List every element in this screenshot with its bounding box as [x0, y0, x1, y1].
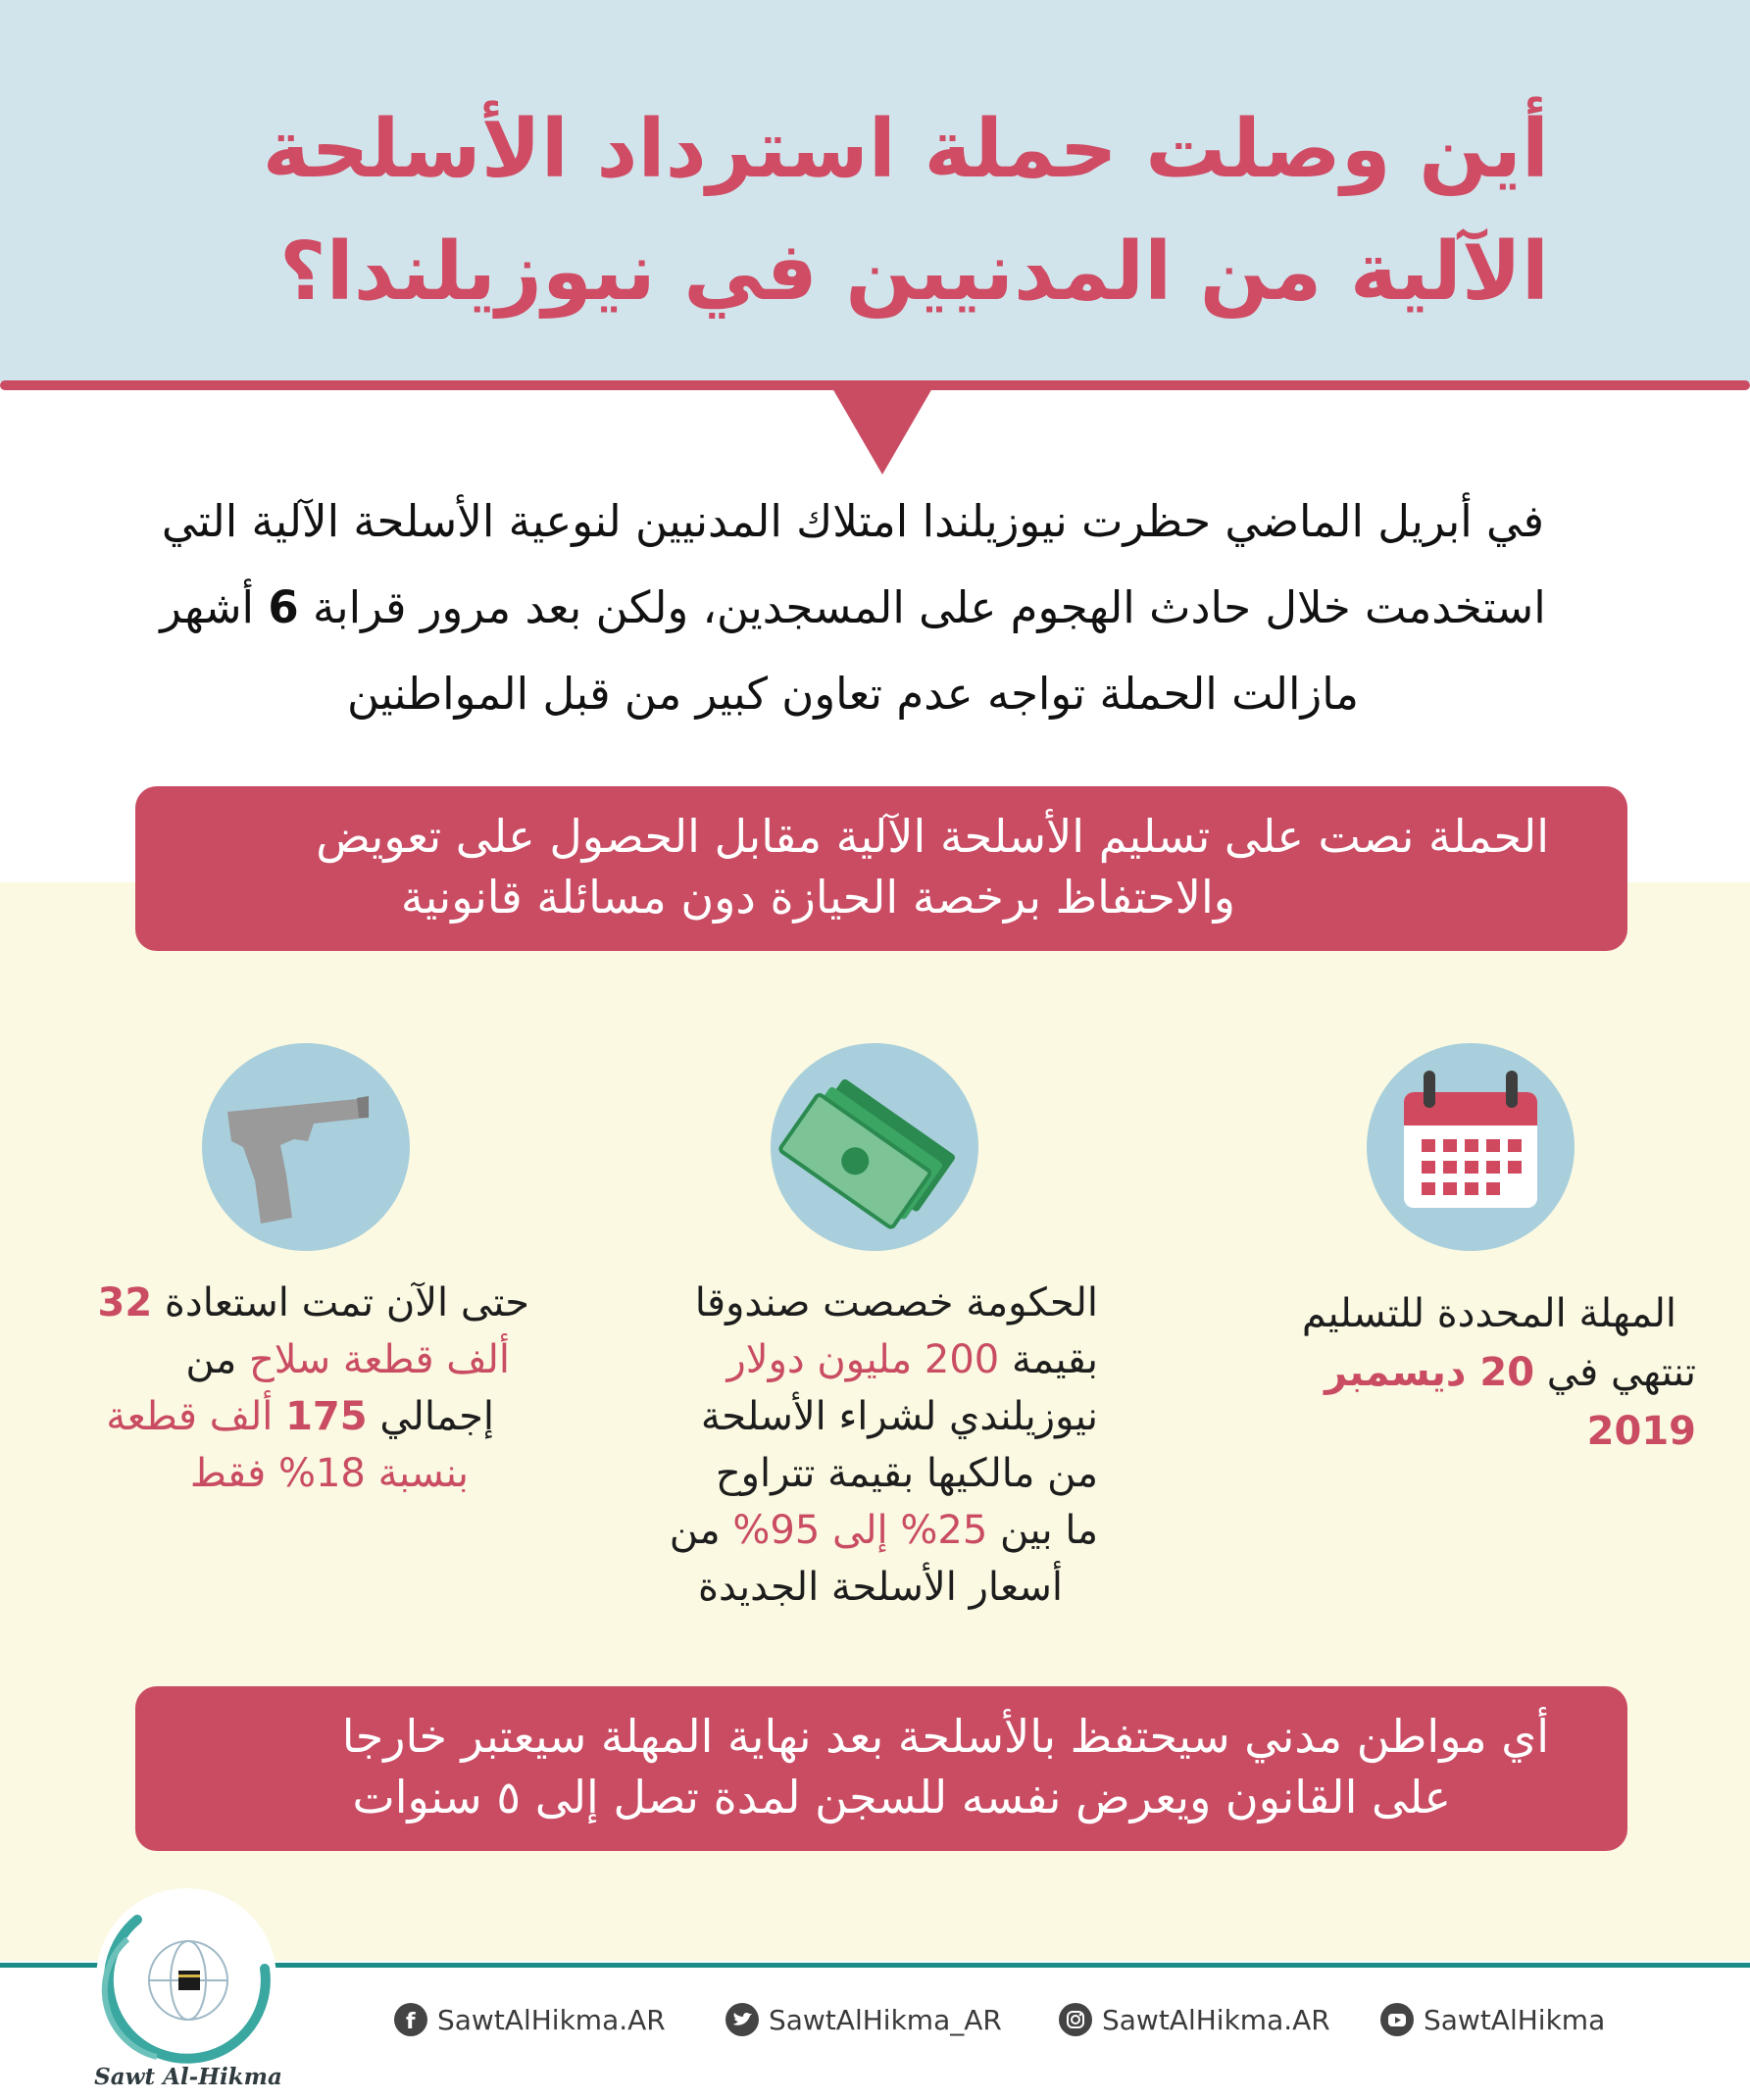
banner-bottom-line-1: أي مواطن مدني سيحتفظ بالأسلحة بعد نهاية المهلة سيعتبر خارجا [341, 1710, 1549, 1763]
fund-text [627, 1275, 1098, 1616]
fund-line-5 [627, 1502, 1098, 1559]
logo-emblem-icon [69, 1880, 294, 2086]
fund-range-prefix: ما بين [1000, 1508, 1098, 1553]
header-pointer-triangle [832, 388, 932, 475]
money-icon [771, 1043, 978, 1251]
social-twitter[interactable] [725, 2000, 1002, 2039]
fund-line-2-prefix: بقيمة [1011, 1337, 1098, 1382]
social-instagram[interactable] [1059, 2000, 1330, 2039]
fund-range: 25% إلى 95% [732, 1508, 988, 1553]
youtube-handle: SawtAlHikma [1424, 2003, 1606, 2036]
deadline-date: 20 ديسمبر 2019 [1325, 1350, 1696, 1454]
fund-line-4: من مالكيها بقيمة تتراوح [715, 1451, 1098, 1496]
intro-paragraph [78, 478, 1627, 737]
instagram-icon [1059, 2003, 1092, 2036]
title-line-2: الآلية من المدنيين في نيوزيلندا؟ [279, 225, 1549, 319]
recovered-total-unit: ألف قطعة [106, 1394, 274, 1439]
penalty-banner [135, 1686, 1627, 1851]
recovered-text [88, 1275, 529, 1502]
campaign-terms-banner [135, 786, 1627, 951]
fund-line-3: نيوزيلندي لشراء الأسلحة [700, 1394, 1098, 1439]
page-title [147, 88, 1549, 333]
recovered-line-2 [88, 1331, 529, 1388]
recovered-total: 175 [285, 1394, 368, 1439]
intro-line-2-end: أشهر [160, 581, 255, 633]
deadline-line-2 [1206, 1343, 1696, 1461]
twitter-handle: SawtAlHikma_AR [769, 2003, 1002, 2036]
deadline-prefix: تنتهي في [1546, 1350, 1696, 1395]
fund-range-suffix: من [669, 1508, 721, 1553]
facebook-icon [394, 2003, 427, 2036]
calendar-circle [1367, 1043, 1575, 1251]
recovered-line-1 [88, 1275, 529, 1331]
banner-bottom-line-2: على القانون ويعرض نفسه للسجن لمدة تصل إلى ٥ سنوات [352, 1771, 1451, 1824]
recovered-line-1-text: حتى الآن تمت استعادة [164, 1280, 529, 1325]
recovered-from: من [185, 1337, 237, 1382]
deadline-line-1: المهلة المحددة للتسليم [1301, 1291, 1676, 1336]
calendar-icon [1367, 1043, 1575, 1251]
intro-line-2 [78, 565, 1627, 651]
fund-line-1: الحكومة خصصت صندوقا [694, 1280, 1098, 1325]
recovered-line-3 [88, 1388, 529, 1445]
banner-top-line-1: الحملة نصت على تسليم الأسلحة الآلية مقابل الحصول على تعويض [316, 810, 1549, 863]
money-circle [771, 1043, 978, 1251]
fund-amount: 200 مليون دولار [726, 1337, 1000, 1382]
logo-text: Sawt Al-Hikma [94, 2064, 282, 2090]
recovered-total-prefix: إجمالي [379, 1394, 494, 1439]
recovered-count: 32 [97, 1280, 153, 1325]
fund-line-2 [627, 1331, 1098, 1388]
intro-line-2-text: استخدمت خلال حادث الهجوم على المسجدين، ولكن بعد مرور قرابة [312, 581, 1546, 633]
youtube-icon [1380, 2003, 1414, 2036]
logo [69, 1880, 294, 2086]
intro-months-number: 6 [268, 581, 299, 633]
title-line-1: أين وصلت حملة استرداد الأسلحة [262, 103, 1549, 196]
banner-top-line-2: والاحتفاظ برخصة الحيازة دون مسائلة قانونية [400, 871, 1235, 924]
recovered-unit: ألف قطعة سلاح [248, 1337, 510, 1382]
instagram-handle: SawtAlHikma.AR [1102, 2003, 1330, 2036]
intro-line-1: في أبريل الماضي حظرت نيوزيلندا امتلاك المدنيين لنوعية الأسلحة الآلية التي [161, 495, 1545, 547]
intro-line-3: مازالت الحملة تواجه عدم تعاون كبير من قبل المواطنين [346, 668, 1360, 720]
gun-icon [202, 1043, 410, 1251]
social-facebook[interactable] [394, 2000, 666, 2039]
twitter-icon [725, 2003, 759, 2036]
social-youtube[interactable] [1380, 2000, 1605, 2039]
svg-text:f: f [406, 2010, 416, 2034]
facebook-handle: SawtAlHikma.AR [437, 2003, 666, 2036]
recovered-line-4: بنسبة 18% فقط [189, 1451, 469, 1496]
fund-line-6: أسعار الأسلحة الجديدة [697, 1565, 1063, 1610]
deadline-text [1206, 1284, 1696, 1461]
gun-circle [202, 1043, 410, 1251]
